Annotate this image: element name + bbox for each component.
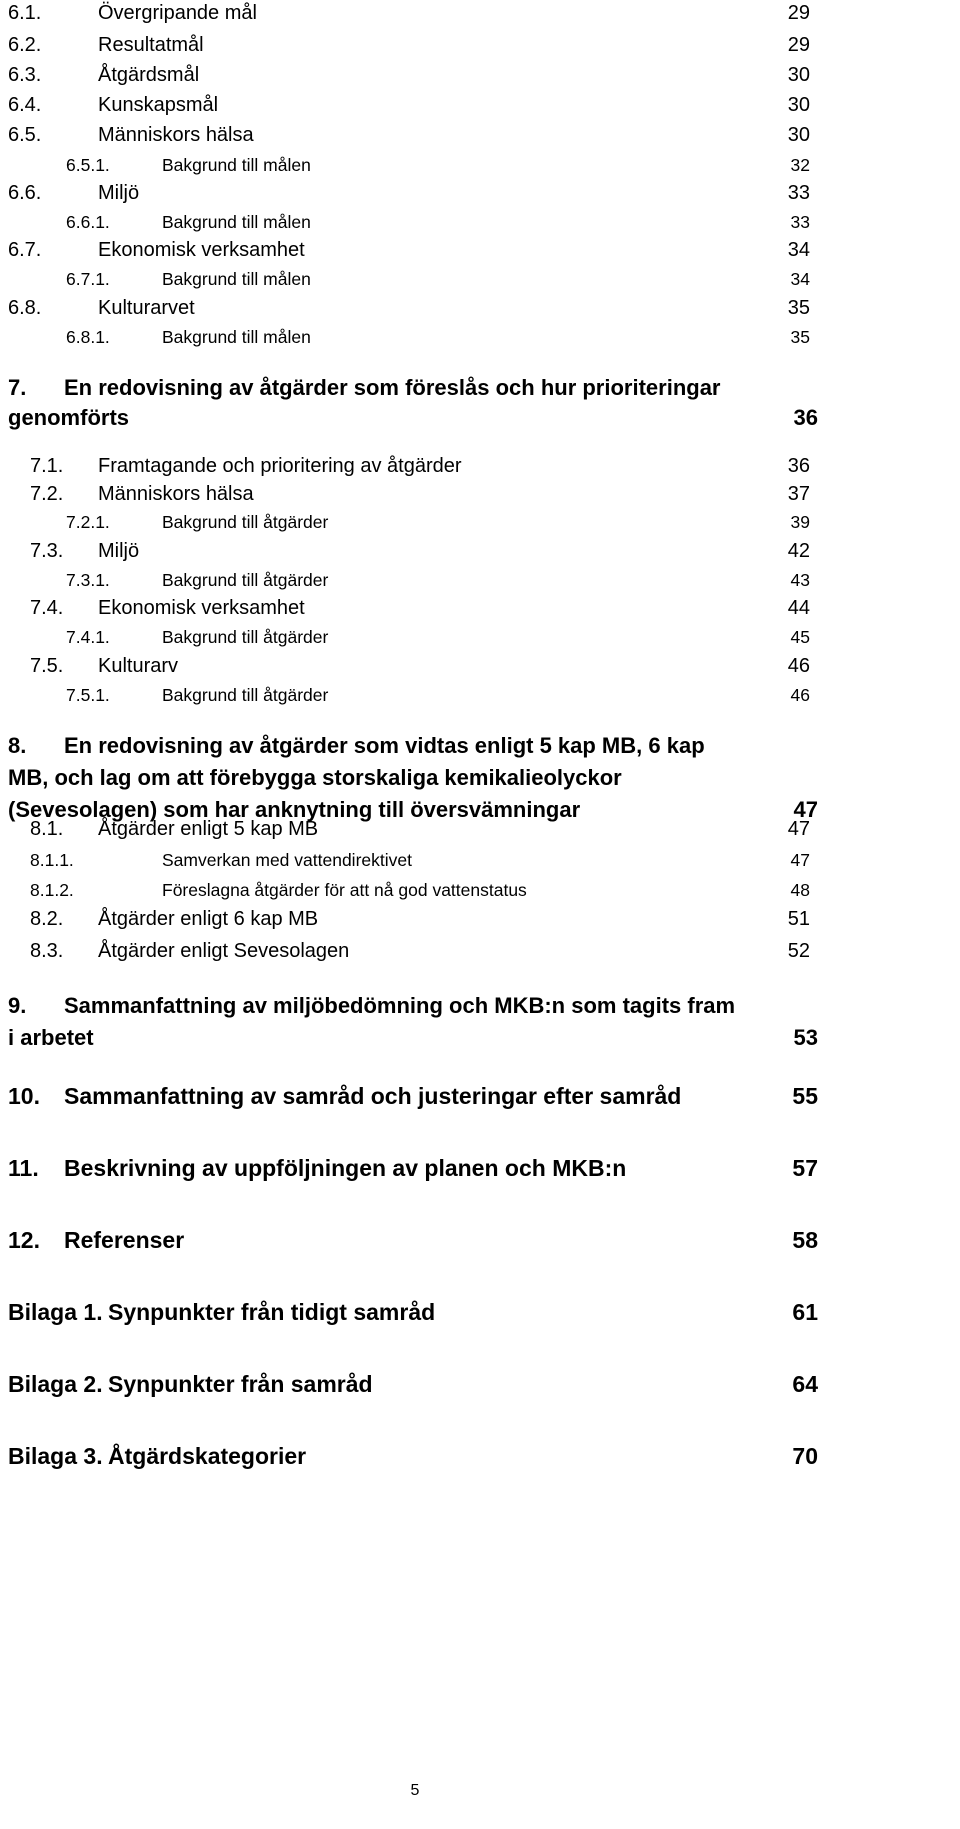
toc-entry[interactable] (8, 297, 810, 320)
toc-title: Bakgrund till målen (162, 269, 311, 289)
toc-entry[interactable] (30, 908, 810, 931)
toc-number: 8.3. (30, 940, 64, 962)
toc-entry[interactable] (30, 597, 810, 620)
toc-page: 58 (792, 1227, 818, 1253)
toc-page: 34 (790, 269, 810, 289)
toc-number: 6.6.1. (66, 212, 110, 232)
toc-number: 7.4.1. (66, 627, 110, 647)
toc-page: 35 (790, 327, 810, 347)
toc-number: 8.2. (30, 908, 64, 930)
toc-title: Bakgrund till åtgärder (162, 685, 329, 705)
toc-entry[interactable] (8, 34, 810, 57)
toc-title-line2: MB, och lag om att förebygga storskaliga kemikalieolyckor (8, 765, 622, 790)
toc-page: 47 (787, 818, 810, 840)
toc-heading-7[interactable] (8, 375, 818, 430)
toc-title: En redovisning av åtgärder som vidtas enligt 5 kap MB, 6 kap (64, 733, 705, 758)
toc-entry-bilaga-1[interactable] (8, 1299, 818, 1326)
toc-entry[interactable] (8, 2, 810, 25)
toc-entry-bilaga-3[interactable] (8, 1443, 818, 1470)
toc-page: 32 (790, 155, 810, 175)
toc-page: 57 (792, 1155, 818, 1181)
toc-title: Samverkan med vattendirektivet (162, 850, 412, 870)
toc-title: Kulturarvet (98, 297, 195, 319)
toc-page: 46 (787, 655, 810, 677)
toc-page: 55 (792, 1083, 818, 1109)
toc-page: 46 (790, 685, 810, 705)
toc-title: Människors hälsa (98, 124, 254, 146)
toc-title: Åtgärder enligt 5 kap MB (98, 818, 319, 840)
toc-title-line2: genomförts (8, 405, 129, 430)
toc-number: 6.2. (8, 34, 42, 56)
toc-entry[interactable] (30, 455, 810, 478)
toc-entry[interactable] (30, 483, 810, 506)
toc-page: 61 (792, 1299, 818, 1325)
toc-number: 7.1. (30, 455, 64, 477)
toc-page: 36 (793, 405, 818, 430)
toc-number: 11. (8, 1155, 39, 1181)
toc-page: 37 (787, 483, 810, 505)
toc-entry[interactable] (66, 327, 810, 348)
toc-entry[interactable] (66, 627, 810, 648)
toc-number: 7.3. (30, 540, 64, 562)
toc-entry-bilaga-2[interactable] (8, 1371, 818, 1398)
toc-title: Miljö (98, 540, 140, 562)
toc-page: 33 (787, 182, 810, 204)
toc-entry[interactable] (66, 685, 810, 706)
toc-entry[interactable] (30, 850, 810, 871)
toc-page: 51 (787, 908, 810, 930)
toc-title: Synpunkter från samråd (108, 1371, 373, 1397)
toc-page: 48 (790, 880, 810, 900)
toc-entry[interactable] (30, 818, 810, 841)
toc-title: Bakgrund till åtgärder (162, 570, 329, 590)
toc-title-line2: i arbetet (8, 1025, 94, 1050)
toc-entry-10[interactable] (8, 1083, 818, 1110)
toc-number: Bilaga 2. (8, 1371, 103, 1397)
toc-page: 43 (790, 570, 810, 590)
toc-title: Människors hälsa (98, 483, 254, 505)
toc-title: Bakgrund till målen (162, 327, 311, 347)
toc-page: 34 (787, 239, 810, 261)
toc-number: 6.8. (8, 297, 42, 319)
toc-number: 6.8.1. (66, 327, 110, 347)
toc-title: Framtagande och prioritering av åtgärder (98, 455, 462, 477)
toc-title: Sammanfattning av miljöbedömning och MKB:n som tagits fram (64, 993, 736, 1018)
toc-title: Föreslagna åtgärder för att nå god vattenstatus (162, 880, 527, 900)
toc-entry[interactable] (66, 269, 810, 290)
toc-title: Referenser (64, 1227, 185, 1253)
toc-entry[interactable] (8, 182, 810, 205)
toc-title: Bakgrund till åtgärder (162, 512, 329, 532)
toc-number: 8.1.1. (30, 850, 74, 870)
toc-number: Bilaga 3. (8, 1443, 103, 1469)
toc-title-line3: (Sevesolagen) som har anknytning till översvämningar (8, 797, 581, 822)
toc-entry-12[interactable] (8, 1227, 818, 1254)
toc-page: 29 (787, 34, 810, 56)
toc-page: 64 (792, 1371, 818, 1397)
toc-entry[interactable] (8, 239, 810, 262)
toc-entry[interactable] (8, 124, 810, 147)
toc-number: 7.2.1. (66, 512, 110, 532)
toc-title: Kunskapsmål (98, 94, 219, 116)
toc-page: 52 (787, 940, 810, 962)
toc-title: Ekonomisk verksamhet (98, 239, 305, 261)
toc-entry[interactable] (66, 512, 810, 533)
toc-entry[interactable] (30, 880, 810, 901)
toc-page: 35 (787, 297, 810, 319)
toc-page: 45 (790, 627, 810, 647)
toc-entry[interactable] (8, 94, 810, 117)
toc-number: 6.4. (8, 94, 42, 116)
toc-page: 47 (790, 850, 810, 870)
toc-title: Åtgärdskategorier (108, 1443, 307, 1469)
toc-number: 7.2. (30, 483, 64, 505)
toc-entry[interactable] (8, 64, 810, 87)
toc-entry[interactable] (66, 155, 810, 176)
toc-number: 6.7.1. (66, 269, 110, 289)
toc-number: 8. (8, 733, 27, 758)
toc-number: Bilaga 1. (8, 1299, 103, 1325)
toc-title: Bakgrund till målen (162, 212, 311, 232)
toc-title: En redovisning av åtgärder som föreslås och hur prioriteringar (64, 375, 721, 400)
toc-title: Ekonomisk verksamhet (98, 597, 305, 619)
toc-entry-11[interactable] (8, 1155, 818, 1182)
toc-entry[interactable] (66, 212, 810, 233)
toc-page: 33 (790, 212, 810, 232)
toc-title: Övergripande mål (98, 2, 257, 24)
toc-page: 39 (790, 512, 810, 532)
toc-number: 6.5. (8, 124, 42, 146)
toc-title: Åtgärder enligt 6 kap MB (98, 908, 319, 930)
toc-title: Sammanfattning av samråd och justeringar efter samråd (64, 1083, 682, 1109)
toc-number: 8.1.2. (30, 880, 74, 900)
toc-number: 7. (8, 375, 27, 400)
toc-entry[interactable] (66, 570, 810, 591)
toc-title: Synpunkter från tidigt samråd (108, 1299, 436, 1325)
toc-page: 47 (793, 797, 818, 822)
toc-page: 30 (787, 94, 810, 116)
toc-page: 30 (787, 124, 810, 146)
toc-page: 29 (787, 2, 810, 24)
toc-page: 70 (792, 1443, 818, 1469)
page-number: 5 (410, 1782, 420, 1799)
toc-entry[interactable] (30, 655, 810, 678)
toc-number: 6.3. (8, 64, 42, 86)
toc-number: 7.5.1. (66, 685, 110, 705)
toc-page: 30 (787, 64, 810, 86)
toc-number: 6.7. (8, 239, 42, 261)
toc-page: 44 (787, 597, 810, 619)
toc-number: 6.6. (8, 182, 42, 204)
toc-page: 36 (787, 455, 810, 477)
toc-title: Beskrivning av uppföljningen av planen och MKB:n (64, 1155, 627, 1181)
toc-title: Kulturarv (98, 655, 179, 677)
toc-heading-9[interactable] (8, 990, 818, 1054)
toc-number: 10. (8, 1083, 40, 1109)
toc-heading-8[interactable] (8, 730, 818, 826)
toc-title: Åtgärdsmål (98, 64, 200, 86)
toc-number: 6.5.1. (66, 155, 110, 175)
toc-number: 7.3.1. (66, 570, 110, 590)
toc-title: Åtgärder enligt Sevesolagen (98, 940, 350, 962)
toc-entry[interactable] (30, 940, 810, 963)
toc-page: 42 (787, 540, 810, 562)
toc-number: 7.5. (30, 655, 64, 677)
toc-number: 8.1. (30, 818, 64, 840)
toc-title: Resultatmål (98, 34, 204, 56)
toc-number: 7.4. (30, 597, 64, 619)
toc-title: Bakgrund till åtgärder (162, 627, 329, 647)
toc-title: Miljö (98, 182, 140, 204)
toc-number: 12. (8, 1227, 40, 1253)
toc-number: 9. (8, 993, 27, 1018)
toc-page: 53 (793, 1025, 818, 1050)
toc-number: 6.1. (8, 2, 42, 24)
toc-title: Bakgrund till målen (162, 155, 311, 175)
toc-entry[interactable] (30, 540, 810, 563)
